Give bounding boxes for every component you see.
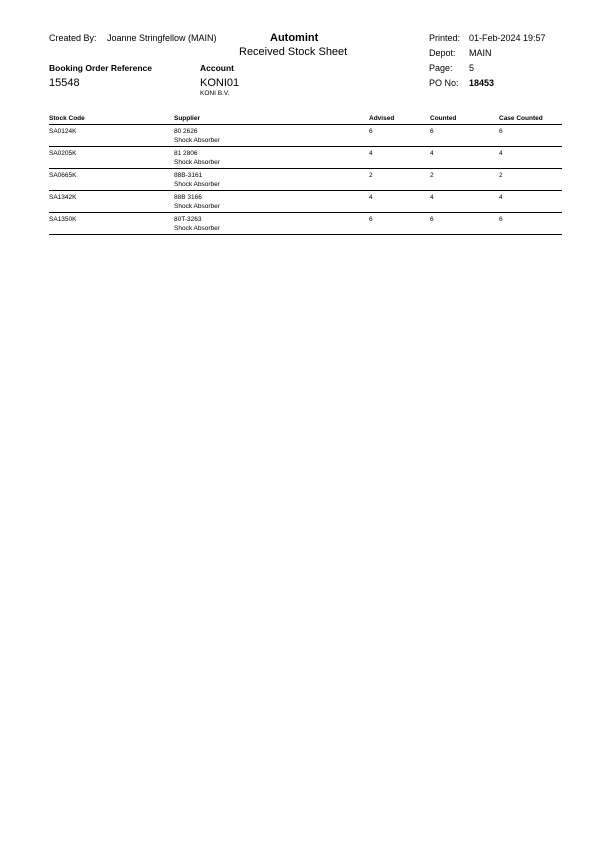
header-divider xyxy=(49,124,562,125)
case-counted-qty: 2 xyxy=(499,172,503,179)
case-counted-qty: 6 xyxy=(499,128,503,135)
col-header-counted: Counted xyxy=(430,115,457,122)
advised-qty: 4 xyxy=(369,194,373,201)
advised-qty: 6 xyxy=(369,128,373,135)
counted-qty: 6 xyxy=(430,216,434,223)
printed-value: 01-Feb-2024 19:57 xyxy=(469,33,546,43)
row-divider xyxy=(49,168,562,169)
counted-qty: 4 xyxy=(430,194,434,201)
stock-code: SA0665K xyxy=(49,172,77,179)
case-counted-qty: 4 xyxy=(499,150,503,157)
supplier-code: 80T-3263 xyxy=(174,216,202,223)
account-name: KONI B.V. xyxy=(200,90,230,97)
supplier-description: Shock Absorber xyxy=(174,203,220,210)
stock-code: SA0205K xyxy=(49,150,77,157)
page-value: 5 xyxy=(469,63,475,73)
row-divider xyxy=(49,234,562,235)
row-divider xyxy=(49,212,562,213)
supplier-description: Shock Absorber xyxy=(174,225,220,232)
stock-code: SA1342K xyxy=(49,194,77,201)
col-header-supplier: Supplier xyxy=(174,115,201,122)
supplier-code: 80 2626 xyxy=(174,128,198,135)
created-by-value: Joanne Stringfellow (MAIN) xyxy=(107,33,217,43)
company-name: Automint xyxy=(270,32,319,44)
supplier-code: 88B 3166 xyxy=(174,194,202,201)
supplier-code: 81 2806 xyxy=(174,150,198,157)
po-label: PO No: xyxy=(429,78,459,88)
case-counted-qty: 4 xyxy=(499,194,503,201)
account-label: Account xyxy=(200,63,234,73)
depot-value: MAIN xyxy=(469,48,492,58)
report-title: Received Stock Sheet xyxy=(239,46,348,58)
row-divider xyxy=(49,190,562,191)
supplier-description: Shock Absorber xyxy=(174,137,220,144)
supplier-code: 88B-3161 xyxy=(174,172,203,179)
row-divider xyxy=(49,146,562,147)
stock-code: SA1350K xyxy=(49,216,77,223)
advised-qty: 2 xyxy=(369,172,373,179)
printed-label: Printed: xyxy=(429,33,461,43)
po-value: 18453 xyxy=(469,78,495,88)
advised-qty: 6 xyxy=(369,216,373,223)
supplier-description: Shock Absorber xyxy=(174,181,220,188)
supplier-description: Shock Absorber xyxy=(174,159,220,166)
booking-ref-value: 15548 xyxy=(49,77,80,89)
case-counted-qty: 6 xyxy=(499,216,503,223)
counted-qty: 6 xyxy=(430,128,434,135)
col-header-case-counted: Case Counted xyxy=(499,115,543,122)
stock-code: SA0124K xyxy=(49,128,77,135)
col-header-stock-code: Stock Code xyxy=(49,115,85,122)
created-by-label: Created By: xyxy=(49,33,97,43)
col-header-advised: Advised xyxy=(369,115,395,122)
depot-label: Depot: xyxy=(429,48,456,58)
page-label: Page: xyxy=(429,63,453,73)
account-code: KONI01 xyxy=(200,77,240,89)
counted-qty: 4 xyxy=(430,150,434,157)
booking-ref-label: Booking Order Reference xyxy=(49,63,152,73)
advised-qty: 4 xyxy=(369,150,373,157)
counted-qty: 2 xyxy=(430,172,434,179)
